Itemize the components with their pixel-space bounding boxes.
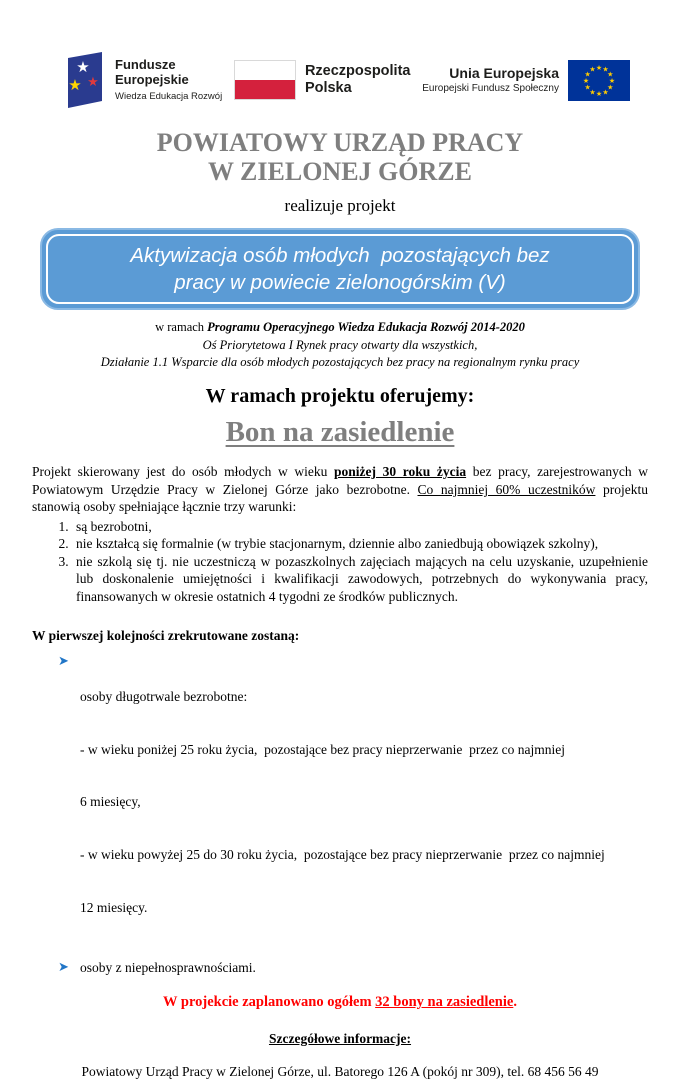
- poland-flag-icon: [234, 60, 296, 100]
- eu-label: [422, 66, 559, 94]
- bullet1-detail2: 6 miesięcy,: [80, 794, 141, 810]
- svg-text:★: ★: [607, 83, 614, 91]
- fe-title-line1: Fundusze: [115, 57, 176, 73]
- svg-text:★: ★: [608, 76, 616, 85]
- offer-product-title: Bon na zasiedlenie: [225, 416, 455, 449]
- intro-seg2-underlined: poniżej 30 roku życia: [333, 464, 467, 480]
- unia-europejska-logo: [422, 60, 630, 101]
- list-item: [58, 653, 648, 951]
- arrow-bullet-icon: ➤: [58, 652, 69, 668]
- org-name-line1: POWIATOWY URZĄD PRACY: [156, 128, 524, 157]
- info-heading: Szczegółowe informacje:: [268, 1030, 412, 1046]
- bullet1-detail4: 12 miesięcy.: [80, 899, 148, 915]
- project-title-banner-inner: [46, 234, 634, 304]
- svg-text:★: ★: [595, 63, 603, 72]
- fundusze-europejskie-label: [115, 58, 222, 102]
- fe-subtitle: Wiedza Edukacja Rozwój: [115, 90, 223, 102]
- condition-item: 3. nie szkolą się tj. nie uczestniczą w pozaszkolnych zajęciach mających na celu uzyskanie, uzupełnienie lub doskonalenie umiejętności i kwalifikacji zawodowych, potrzebnych do wykonywania pracy, finansowanych w okresie ostatnich 4 tygodni ze środków publicznych.: [72, 553, 648, 606]
- svg-text:★: ★: [602, 87, 609, 96]
- eu-flag-icon: [568, 60, 630, 101]
- header-logos: [0, 0, 680, 112]
- svg-text:★: ★: [595, 89, 603, 98]
- bullet1-body: [80, 653, 648, 951]
- offer-heading: W ramach projektu oferujemy:: [205, 385, 475, 408]
- fe-title-line2: Europejskie: [115, 72, 189, 87]
- pl-title-line2: Polska: [304, 80, 352, 96]
- project-title-banner: [40, 228, 640, 310]
- rzeczpospolita-polska-logo: [234, 60, 411, 100]
- svg-text:★: ★: [87, 75, 99, 90]
- program-axis: Oś Priorytetowa I Rynek pracy otwarty dla wszystkich,: [202, 337, 478, 352]
- pl-title-line1: Rzeczpospolita: [304, 63, 411, 80]
- eu-subtitle: Europejski Fundusz Społeczny: [422, 83, 559, 95]
- list-item: [58, 959, 648, 977]
- bullet1-detail1: - w wieku poniżej 25 roku życia, pozostające bez pracy nieprzerwanie przez co najmniej: [80, 741, 566, 757]
- fundusze-europejskie-flag-icon: [62, 51, 106, 109]
- intro-seg3: bez pracy, zarejestrowanych w Powiatowym Urzędzie Pracy w Zielonej Górze jako bezrobotne.: [32, 464, 648, 497]
- eu-title: Unia Europejska: [449, 64, 559, 81]
- svg-text:★: ★: [589, 87, 596, 96]
- recruitment-heading: W pierwszej kolejności zrekrutowane zostaną:: [32, 628, 300, 644]
- project-title-line1: Aktywizacja osób młodych pozostających bez: [130, 244, 550, 268]
- svg-text:★: ★: [68, 76, 82, 94]
- svg-text:★: ★: [76, 58, 90, 76]
- intro-seg5: projektu stanowią osoby spełniające łącznie trzy warunki:: [32, 481, 648, 515]
- highlight-seg2-underlined: 32 bony na zasiedlenie: [375, 993, 514, 1010]
- poland-label: [305, 63, 411, 96]
- bullet2-body: osoby z niepełnosprawnościami.: [80, 960, 256, 976]
- highlight-text: [32, 993, 648, 1012]
- svg-text:★: ★: [584, 70, 591, 78]
- condition-item: 1. są bezrobotni,: [72, 518, 648, 536]
- svg-text:★: ★: [584, 83, 591, 91]
- program-name: Programu Operacyjnego Wiedza Edukacja Rozwój 2014-2020: [207, 320, 525, 335]
- svg-text:★: ★: [607, 70, 614, 78]
- project-title-line2: pracy w powiecie zielonogórskim (V): [174, 271, 506, 295]
- highlight-seg3: .: [513, 993, 517, 1010]
- recruitment-bullets: [32, 653, 648, 977]
- contact-line: Powiatowy Urząd Pracy w Zielonej Górze, ul. Batorego 126 A (pokój nr 309), tel. 68 456 56 49: [81, 1064, 599, 1080]
- svg-text:★: ★: [602, 65, 609, 74]
- condition-item: 2. nie kształcą się formalnie (w trybie stacjonarnym, dziennie albo zaniedbują obowiązek szkolny),: [72, 535, 648, 553]
- arrow-bullet-icon: ➤: [58, 959, 69, 975]
- org-name-line2: W ZIELONEJ GÓRZE: [208, 157, 472, 187]
- svg-text:★: ★: [589, 65, 596, 74]
- body-content: [32, 463, 648, 1081]
- program-info: [0, 319, 680, 371]
- fundusze-europejskie-logo: [62, 51, 222, 109]
- intro-paragraph: [32, 463, 648, 516]
- program-action: Działanie 1.1 Wsparcie dla osób młodych pozostających bez pracy na regionalnym rynku pracy: [100, 354, 580, 369]
- conditions-list: [54, 518, 648, 606]
- bullet1-label: osoby długotrwale bezrobotne:: [80, 689, 248, 705]
- page-title: [0, 128, 680, 186]
- highlight-seg1: W projekcie zaplanowano ogółem: [163, 993, 376, 1010]
- program-name-line: [0, 319, 680, 336]
- intro-seg1: Projekt skierowany jest do osób młodych w wieku: [32, 464, 334, 480]
- intro-seg4-underlined: Co najmniej 60% uczestników: [417, 481, 596, 497]
- program-prefix: w ramach: [155, 320, 208, 335]
- bullet1-detail3: - w wieku powyżej 25 do 30 roku życia, pozostające bez pracy nieprzerwanie przez co najmniej: [80, 847, 605, 862]
- svg-text:★: ★: [582, 76, 590, 85]
- tagline: realizuje projekt: [284, 196, 396, 216]
